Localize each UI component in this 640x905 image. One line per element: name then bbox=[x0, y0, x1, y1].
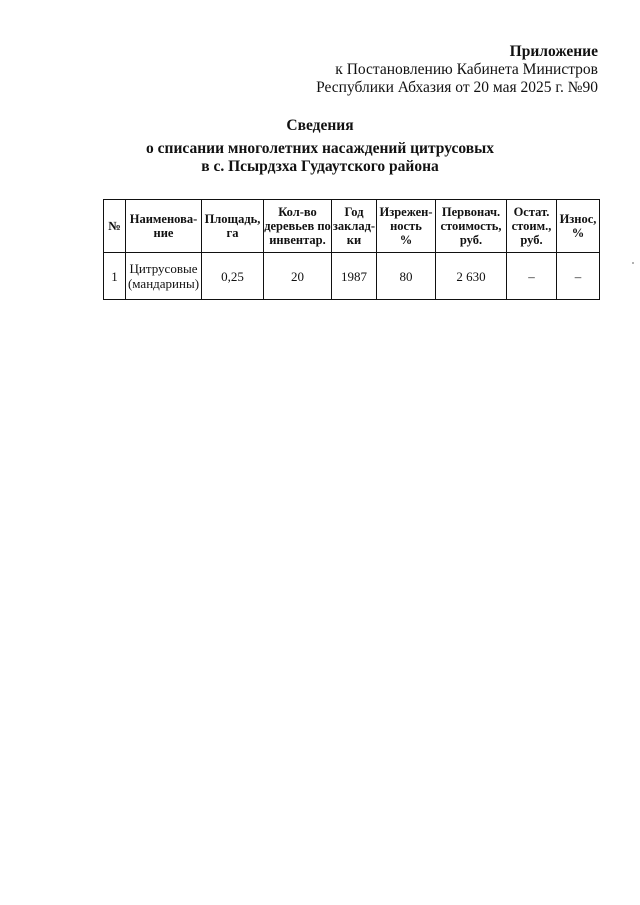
table-row bbox=[104, 253, 600, 300]
column-header-line: заклад- bbox=[332, 219, 376, 233]
column-header-line: га bbox=[226, 226, 239, 240]
column-header-line: Износ, bbox=[559, 212, 597, 226]
appendix-line: к Постановлению Кабинета Министров bbox=[335, 61, 598, 78]
cell-line: 0,25 bbox=[221, 268, 244, 284]
table-cell-area bbox=[202, 253, 264, 300]
appendix-line: Республики Абхазия от 20 мая 2025 г. №90 bbox=[316, 79, 598, 96]
table-cell-name bbox=[126, 253, 202, 300]
column-header-line: Площадь, bbox=[204, 212, 261, 226]
column-header-line: Изрежен- bbox=[379, 205, 433, 219]
cell-line: 20 bbox=[291, 268, 304, 284]
column-header-line: Наименова- bbox=[129, 212, 198, 226]
cell-line: Цитрусовые bbox=[129, 261, 198, 276]
column-header-line: руб. bbox=[459, 233, 483, 247]
column-header-wear bbox=[557, 200, 600, 253]
column-header-line: % bbox=[399, 233, 413, 247]
column-header-sparseness bbox=[377, 200, 436, 253]
scan-speck bbox=[632, 262, 634, 264]
table-cell-initial-cost bbox=[436, 253, 507, 300]
column-header-line: деревьев по bbox=[264, 219, 331, 233]
column-header-line: ность bbox=[390, 219, 422, 233]
subtitle-line: в с. Псырдзха Гудаутского района bbox=[201, 158, 439, 175]
document-subtitle bbox=[0, 140, 640, 176]
column-header-planting-year bbox=[332, 200, 377, 253]
column-header-line: № bbox=[108, 219, 121, 233]
cell-line: 2 630 bbox=[456, 268, 486, 284]
table-cell-number bbox=[104, 253, 126, 300]
column-header-line: инвентар. bbox=[269, 233, 326, 247]
column-header-line: Кол-во bbox=[278, 205, 317, 219]
table-cell-tree-count bbox=[264, 253, 332, 300]
table-cell-wear bbox=[557, 253, 600, 300]
column-header-line: Год bbox=[344, 205, 364, 219]
appendix-title: Приложение bbox=[509, 43, 598, 60]
column-header-line: Первонач. bbox=[441, 205, 501, 219]
cell-line: 1987 bbox=[341, 268, 367, 284]
table-cell-sparseness bbox=[377, 253, 436, 300]
table-cell-planting-year bbox=[332, 253, 377, 300]
column-header-line: стоимость, bbox=[440, 219, 502, 233]
column-header-tree-count bbox=[264, 200, 332, 253]
column-header-line: ки bbox=[346, 233, 362, 247]
table-body bbox=[104, 253, 600, 300]
column-header-residual-cost bbox=[507, 200, 557, 253]
document-title: Сведения bbox=[286, 117, 354, 134]
column-header-line: % bbox=[571, 226, 585, 240]
cell-line: (мандарины) bbox=[127, 276, 200, 291]
subtitle-line: о списании многолетних насаждений цитрусовых bbox=[146, 140, 494, 157]
column-header-line: руб. bbox=[520, 233, 543, 247]
cell-line: – bbox=[528, 268, 535, 284]
table-cell-residual-cost bbox=[507, 253, 557, 300]
appendix-block bbox=[316, 43, 598, 97]
column-header-area bbox=[202, 200, 264, 253]
cell-line: – bbox=[574, 268, 582, 284]
cell-line: 1 bbox=[111, 268, 118, 284]
column-header-initial-cost bbox=[436, 200, 507, 253]
table-header-row bbox=[104, 200, 600, 253]
column-header-line: ние bbox=[153, 226, 174, 240]
write-off-table bbox=[103, 199, 600, 300]
cell-line: 80 bbox=[399, 268, 413, 284]
column-header-line: Остат. bbox=[513, 205, 550, 219]
column-header-number bbox=[104, 200, 126, 253]
column-header-line: стоим., bbox=[511, 219, 552, 233]
column-header-name bbox=[126, 200, 202, 253]
